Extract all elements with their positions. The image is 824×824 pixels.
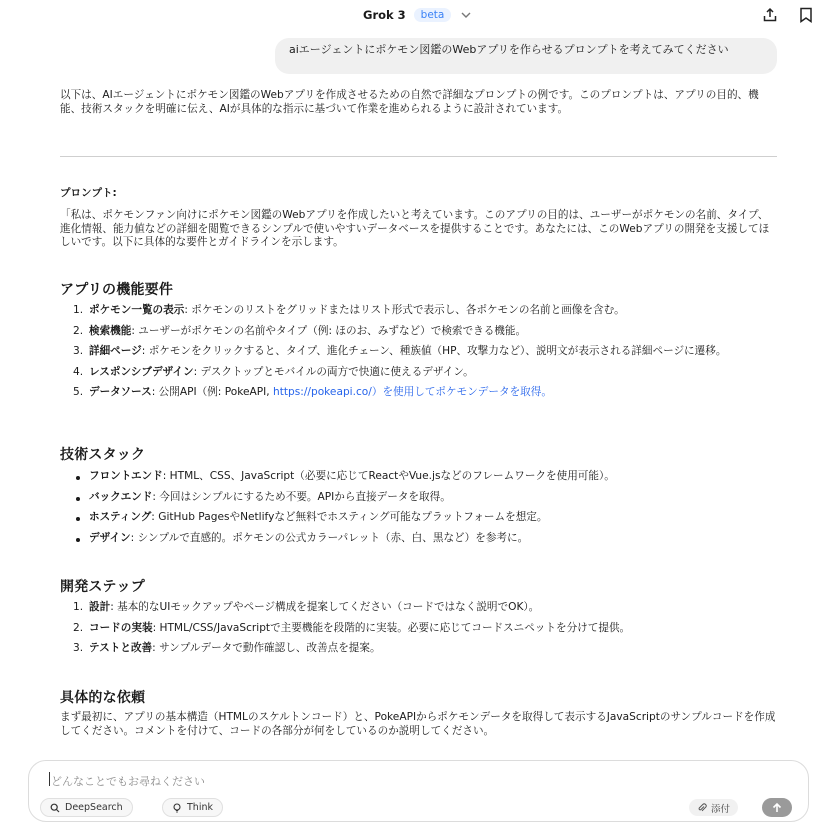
item-term: ポケモン一覧の表示 bbox=[89, 304, 185, 316]
item-term: レスポンシブデザイン bbox=[89, 365, 194, 378]
bullet bbox=[76, 538, 80, 542]
pokeapi-link[interactable]: https://pokeapi.co/）を使用してポケモンデータを取得。 bbox=[273, 386, 552, 399]
item-term: テストと改善 bbox=[89, 642, 153, 655]
deepsearch-button[interactable] bbox=[40, 798, 133, 817]
top-bar bbox=[0, 0, 824, 32]
chat-composer[interactable] bbox=[28, 760, 809, 822]
list-number: 2. bbox=[73, 324, 84, 337]
list-item bbox=[60, 386, 778, 400]
item-text: : シンプルで直感的。ポケモンの公式カラーパレット（赤、白、黒など）を参考に。 bbox=[130, 531, 529, 544]
item-text: : デスクトップとモバイルの両方で快適に使えるデザイン。 bbox=[193, 365, 474, 378]
list-item bbox=[60, 511, 778, 525]
list-item bbox=[60, 642, 778, 656]
list-number: 5. bbox=[73, 386, 84, 399]
list-item bbox=[60, 345, 778, 359]
list-number: 1. bbox=[73, 601, 84, 613]
paperclip-icon bbox=[697, 803, 707, 813]
list-number: 4. bbox=[73, 365, 84, 378]
item-term: ホスティング bbox=[89, 511, 152, 524]
item-term: 検索機能 bbox=[89, 324, 132, 337]
bullet bbox=[76, 476, 80, 480]
section-title-features: アプリの機能要件 bbox=[60, 282, 174, 298]
think-button[interactable] bbox=[162, 798, 223, 817]
list-item bbox=[60, 622, 778, 636]
section-title-tech: 技術スタック bbox=[60, 447, 146, 463]
think-label: Think bbox=[187, 802, 213, 813]
chevron-down-icon bbox=[459, 8, 473, 22]
arrow-up-icon bbox=[771, 802, 783, 814]
item-text: : ポケモンのリストをグリッドまたはリスト形式で表示し、各ポケモンの名前と画像を含む。 bbox=[184, 304, 625, 316]
item-text: : 公開API（例: PokeAPI, bbox=[151, 386, 273, 399]
item-text: : HTML、CSS、JavaScript（必要に応じてReactやVue.jsなどのフレームワークを使用可能）。 bbox=[162, 470, 615, 482]
response-intro: 以下は、AIエージェントにポケモン図鑑のWebアプリを作成させるための自然で詳細なプロンプトの例です。このプロンプトは、アプリの目的、機能、技術スタックを明確に伝え、AIが具体的な指示に基づいて作業を進められるように設計されています。 bbox=[60, 89, 759, 115]
item-text: : 今回はシンプルにするため不要。APIから直接データを取得。 bbox=[152, 490, 451, 503]
bullet bbox=[76, 497, 80, 501]
section-title-steps: 開発ステップ bbox=[60, 579, 145, 595]
bullet bbox=[76, 517, 80, 521]
item-text: : HTML/CSS/JavaScriptで主要機能を段階的に実装。必要に応じてコードスニペットを分けて提供。 bbox=[152, 621, 631, 634]
item-term: デザイン bbox=[89, 531, 131, 544]
item-term: データソース bbox=[89, 386, 152, 399]
bookmark-icon[interactable] bbox=[799, 7, 813, 23]
attach-label: 添付 bbox=[711, 803, 731, 815]
list-item bbox=[60, 325, 778, 339]
item-text: : 基本的なUIモックアップやページ構成を提案してください（コードではなく説明でOK）。 bbox=[110, 601, 540, 613]
model-selector[interactable] bbox=[363, 8, 473, 22]
item-term: コードの実装 bbox=[89, 621, 153, 634]
share-icon[interactable] bbox=[762, 7, 778, 23]
item-term: バックエンド bbox=[89, 490, 153, 503]
list-item bbox=[60, 601, 778, 615]
item-text: : ポケモンをクリックすると、タイプ、進化チェーン、種族値（HP、攻撃力など）、説明文が表示される詳細ページに遷移。 bbox=[141, 345, 727, 358]
item-term: 詳細ページ bbox=[89, 345, 142, 358]
list-number: 3. bbox=[73, 642, 84, 655]
prompt-body: 「私は、ポケモンファン向けにポケモン図鑑のWebアプリを作成したいと考えています。このアプリの目的は、ユーザーがポケモンの名前、タイプ、進化情報、能力値などの詳細を閲覧できるシンプルで使いやすいデータベースを提供することです。あなたには、このWebアプリの開発を支援してほしいです。以下に具体的な要件とガイドラインを示します。 bbox=[60, 209, 770, 249]
attach-button[interactable] bbox=[689, 799, 738, 816]
list-number: 3. bbox=[73, 345, 84, 358]
send-button[interactable] bbox=[762, 798, 792, 817]
text-cursor bbox=[49, 772, 50, 786]
item-text: : サンプルデータで動作確認し、改善点を提案。 bbox=[152, 642, 381, 655]
features-list bbox=[60, 304, 778, 407]
list-item bbox=[60, 491, 778, 505]
item-term: フロントエンド bbox=[89, 470, 163, 482]
item-text: : ユーザーがポケモンの名前やタイプ（例: ほのお、みずなど）で検索できる機能。 bbox=[131, 324, 527, 337]
search-icon bbox=[50, 803, 60, 813]
item-text: : GitHub PagesやNetlifyなど無料でホスティング可能なプラットフォームを想定。 bbox=[151, 511, 548, 524]
deepsearch-label: DeepSearch bbox=[65, 802, 123, 813]
list-item bbox=[60, 532, 778, 546]
steps-list bbox=[60, 601, 778, 663]
lightbulb-icon bbox=[172, 803, 182, 813]
list-number: 1. bbox=[73, 304, 84, 316]
list-item bbox=[60, 366, 778, 380]
list-item bbox=[60, 304, 778, 318]
beta-badge: beta bbox=[414, 8, 452, 22]
model-name: Grok 3 bbox=[363, 8, 406, 22]
prompt-label: プロンプト: bbox=[60, 187, 117, 199]
tech-list bbox=[60, 470, 778, 552]
item-term: 設計 bbox=[89, 601, 111, 613]
message-input[interactable]: どんなことでもお尋ねください bbox=[51, 775, 205, 788]
user-message-bubble: aiエージェントにポケモン図鑑のWebアプリを作らせるプロンプトを考えてみてください bbox=[275, 38, 777, 74]
list-item bbox=[60, 470, 778, 484]
list-number: 2. bbox=[73, 621, 84, 634]
divider bbox=[60, 156, 777, 157]
request-text: まず最初に、アプリの基本構造（HTMLのスケルトンコード）と、PokeAPIからポケモンデータを取得して表示するJavaScriptのサンプルコードを作成してください。コメントを付けて、コードの各部分が何をしているのか説明してください。 bbox=[60, 711, 776, 737]
section-title-request: 具体的な依頼 bbox=[60, 690, 146, 706]
